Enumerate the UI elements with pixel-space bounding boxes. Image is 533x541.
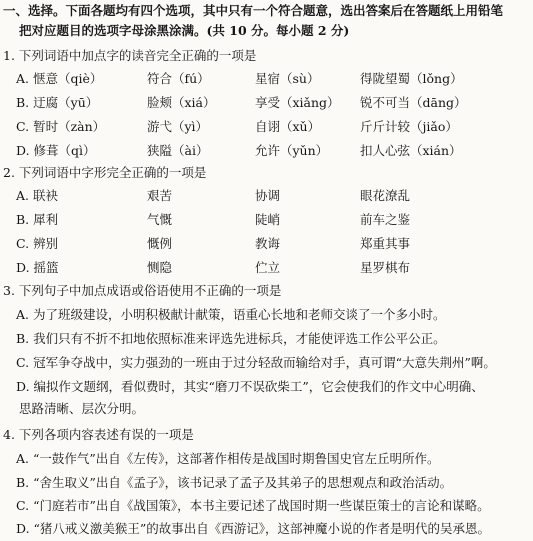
q1-c-3: 自诩（xǔ） <box>255 119 321 134</box>
q4-option-d: D. “猪八戒义激美猴王”的故事出自《西游记》，这部神魔小说的作者是明代的吴承恩。 <box>16 521 491 536</box>
q1-b-4: 锐不可当（dāng） <box>360 95 467 110</box>
q2-d-4: 星罗棋布 <box>360 260 411 275</box>
q3-option-d-cont: 思路清晰、层次分明。 <box>19 401 145 416</box>
q2-b-2: 气慨 <box>147 212 173 227</box>
q3-option-a: A. 为了班级建设，小明积极献计献策，语重心长地和老师交谈了一个多小时。 <box>16 307 446 322</box>
q2-a-1: A. 联袂 <box>16 188 58 203</box>
q1-a-3: 星宿（sù） <box>255 71 320 86</box>
question-2-stem: 2. 下列词语中字形完全正确的一项是 <box>3 165 207 180</box>
section-heading-line1: 一、选择。下面各题均有四个选项，其中只有一个符合题意，选出答案后在答题纸上用铅笔 <box>3 3 504 18</box>
q2-b-4: 前车之鉴 <box>360 212 411 227</box>
q2-c-2: 慨例 <box>147 236 173 251</box>
q2-c-3: 教诲 <box>255 236 281 251</box>
q2-c-1: C. 辨别 <box>16 236 59 251</box>
q2-b-1: B. 犀利 <box>16 212 59 227</box>
q2-d-1: D. 摇篮 <box>16 260 59 275</box>
q2-d-3: 伫立 <box>255 260 281 275</box>
question-1-stem: 1. 下列词语中加点字的读音完全正确的一项是 <box>3 48 257 63</box>
q2-a-3: 协调 <box>255 188 281 203</box>
q1-c-4: 斤斤计较（jiǎo） <box>360 119 458 134</box>
q4-option-a: A. “一鼓作气”出自《左传》，这部著作相传是战国时期鲁国史官左丘明所作。 <box>16 451 440 466</box>
q1-b-1: B. 迂腐（yū） <box>16 95 99 110</box>
question-4-stem: 4. 下列各项内容表述有误的一项是 <box>3 427 194 442</box>
q1-c-1: C. 暂时（zàn） <box>16 119 106 134</box>
q1-d-4: 扣人心弦（xián） <box>360 143 462 158</box>
q2-d-2: 恻隐 <box>147 260 173 275</box>
q2-b-3: 陡峭 <box>255 212 281 227</box>
q2-c-4: 郑重其事 <box>360 236 411 251</box>
q1-d-2: 狭隘（ài） <box>147 143 209 158</box>
q2-a-4: 眼花潦乱 <box>360 188 411 203</box>
q1-c-2: 游弋（yì） <box>147 119 209 134</box>
q3-option-c: C. 冠军争夺战中，实力强劲的一班由于过分轻敌而输给对手，真可谓“大意失荆州”啊。 <box>16 355 496 370</box>
q4-option-b: B. “舍生取义”出自《孟子》，该书记录了孟子及其弟子的思想观点和政治活动。 <box>16 475 453 490</box>
section-heading-line2: 把对应题目的选项字母涂黑涂满。(共 10 分。每小题 2 分) <box>19 23 350 38</box>
question-3-stem: 3. 下列句子中加点成语或俗语使用不正确的一项是 <box>3 283 282 298</box>
q1-a-1: A. 惬意（qiè） <box>16 71 103 86</box>
q1-d-1: D. 修葺（qì） <box>16 143 96 158</box>
q1-d-3: 允许（yǔn） <box>255 143 329 158</box>
q4-option-c: C. “门庭若市”出自《战国策》，本书主要记述了战国时期一些谋臣策士的言论和谋略。 <box>16 498 490 513</box>
q3-option-d: D. 编拟作文题纲，看似费时，其实“磨刀不误砍柴工”，它会使我们的作文中心明确、 <box>16 379 484 394</box>
q1-a-2: 符合（fú） <box>147 71 210 86</box>
q1-b-2: 脸颊（xiá） <box>147 95 216 110</box>
q1-a-4: 得陇望蜀（lǒng） <box>360 71 463 86</box>
q1-b-3: 享受（xiǎng） <box>255 95 340 110</box>
q2-a-2: 艰苦 <box>147 188 173 203</box>
q3-option-b: B. 我们只有不折不扣地依照标准来评选先进标兵，才能使评选工作公平公正。 <box>16 331 446 346</box>
